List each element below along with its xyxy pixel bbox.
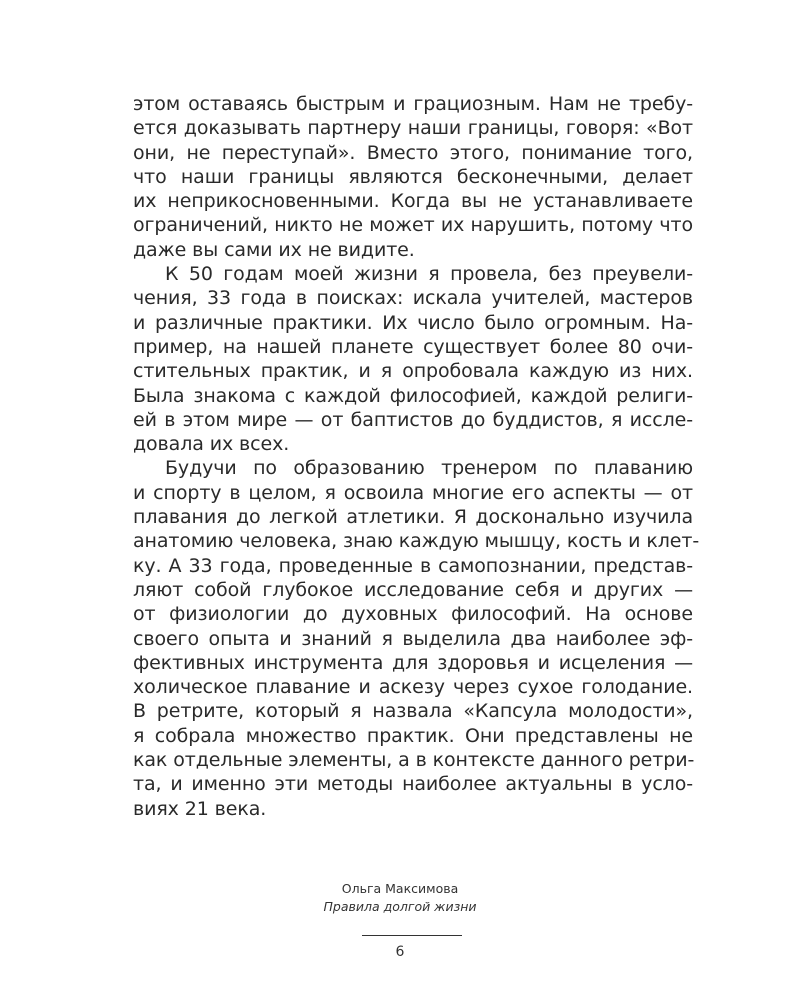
text-line: своего опыта и знаний я выделила два наиболее эф- — [133, 627, 693, 650]
footer-divider — [362, 935, 462, 936]
text-line: довала их всех. — [133, 433, 290, 456]
text-line: пример, на нашей планете существует более 80 очи- — [133, 335, 693, 358]
paragraph-1 — [133, 92, 693, 262]
text-line: от физиологии до духовных философий. На основе — [133, 603, 693, 626]
text-line: ется доказывать партнеру наши границы, говоря: «Вот — [133, 117, 693, 140]
text-line: фективных инструмента для здоровья и исцеления — — [133, 651, 693, 674]
text-line: они, не переступай». Вместо этого, понимание того, — [133, 141, 693, 164]
text-line: та, и именно эти методы наиболее актуальны в усло- — [133, 773, 693, 796]
paragraph-2 — [133, 262, 693, 456]
text-line: Будучи по образованию тренером по плаванию — [165, 457, 693, 480]
text-line: этом оставаясь быстрым и грациозным. Нам не требу- — [133, 93, 693, 115]
text-line: ку. А 33 года, проведенные в самопознании, представ- — [133, 554, 693, 577]
text-line: Была знакома с каждой философией, каждой религи- — [133, 384, 693, 407]
text-line: как отдельные элементы, а в контексте данного ретри- — [133, 749, 695, 772]
text-line: плавания до легкой атлетики. Я досконально изучила — [133, 506, 693, 529]
text-line: холическое плавание и аскезу через сухое голодание. — [133, 676, 693, 699]
text-line: чения, 33 года в поисках: искала учителей, мастеров — [133, 287, 693, 310]
text-line: я собрала множество практик. Они представлены не — [133, 724, 693, 747]
footer-author: Ольга Максимова — [341, 881, 459, 896]
text-line: В ретрите, который я назвала «Капсула молодости», — [133, 700, 693, 723]
text-line: анатомию человека, знаю каждую мышцу, кость и клет- — [133, 530, 700, 553]
text-line: и спорту в целом, я освоила многие его аспекты — от — [133, 481, 693, 504]
text-line: ей в этом мире — от баптистов до буддистов, я иссле- — [133, 408, 693, 431]
text-line: и различные практики. Их число было огромным. На- — [133, 311, 693, 334]
running-footer — [0, 880, 800, 916]
text-line: виях 21 века. — [133, 797, 267, 820]
page-number: 6 — [395, 944, 405, 960]
text-line: К 50 годам моей жизни я провела, без преувели- — [165, 263, 693, 286]
paragraph-3 — [133, 456, 700, 820]
body-text — [133, 92, 700, 821]
text-line: даже вы сами их не видите. — [133, 238, 415, 261]
text-line: что наши границы являются бесконечными, делает — [133, 165, 693, 188]
text-line: ограничений, никто не может их нарушить, потому что — [133, 214, 693, 237]
footer-book-title: Правила долгой жизни — [323, 899, 477, 914]
text-line: ляют собой глубокое исследование себя и других — — [133, 578, 693, 601]
text-line: их неприкосновенными. Когда вы не устанавливаете — [133, 190, 693, 213]
text-line: стительных практик, и я опробовала каждую из них. — [133, 360, 693, 383]
